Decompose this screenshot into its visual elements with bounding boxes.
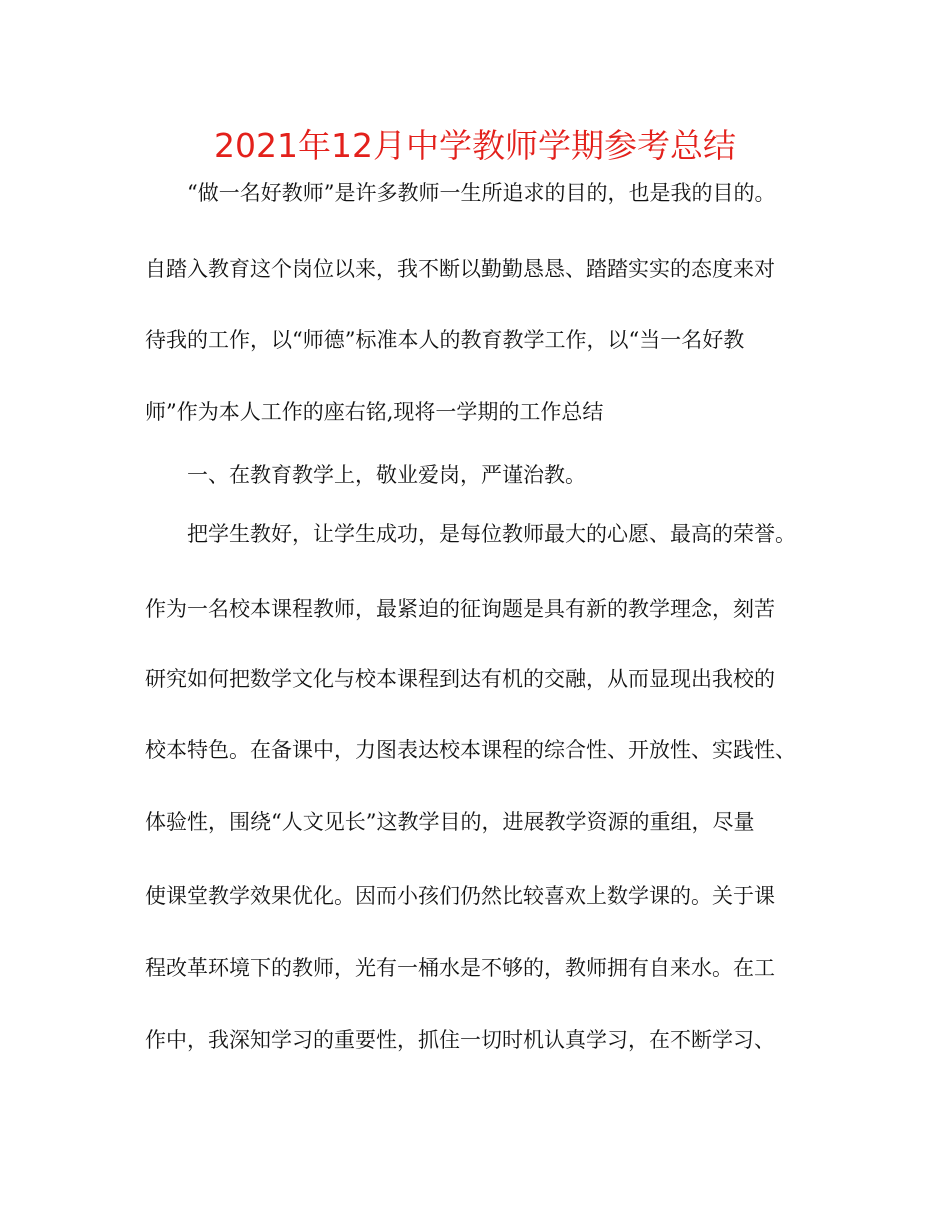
paragraph-line: 校本特色。在备课中，力图表达校本课程的综合性、开放性、实践性、 [145,738,796,762]
paragraph-line: 作中，我深知学习的重要性，抓住一切时机认真学习，在不断学习、 [145,1028,775,1052]
paragraph-line: 把学生教好，让学生成功，是每位教师最大的心愿、最高的荣誉。 [187,522,796,546]
paragraph-line: 研究如何把数学文化与校本课程到达有机的交融，从而显现出我校的 [145,667,775,691]
paragraph-line: 待我的工作，以“师德”标准本人的教育教学工作，以“当一名好教 [145,328,745,352]
paragraph-line: 师”作为本人工作的座右铭,现将一学期的工作总结 [145,400,604,424]
paragraph-line: “做一名好教师”是许多教师一生所追求的目的，也是我的目的。 [187,181,776,205]
paragraph-line: 使课堂教学效果优化。因而小孩们仍然比较喜欢上数学课的。关于课 [145,884,775,908]
paragraph-line: 作为一名校本课程教师，最紧迫的征询题是具有新的教学理念，刻苦 [145,597,775,621]
paragraph-line: 自踏入教育这个岗位以来，我不断以勤勤恳恳、踏踏实实的态度来对 [145,257,775,281]
section-heading: 一、在教育教学上，敬业爱岗，严谨治教。 [187,463,586,487]
paragraph-line: 程改革环境下的教师，光有一桶水是不够的，教师拥有自来水。在工 [145,956,775,980]
document-title: 2021年12月中学教师学期参考总结 [214,126,736,165]
paragraph-line: 体验性，围绕“人文见长”这教学目的，进展教学资源的重组，尽量 [145,810,755,834]
